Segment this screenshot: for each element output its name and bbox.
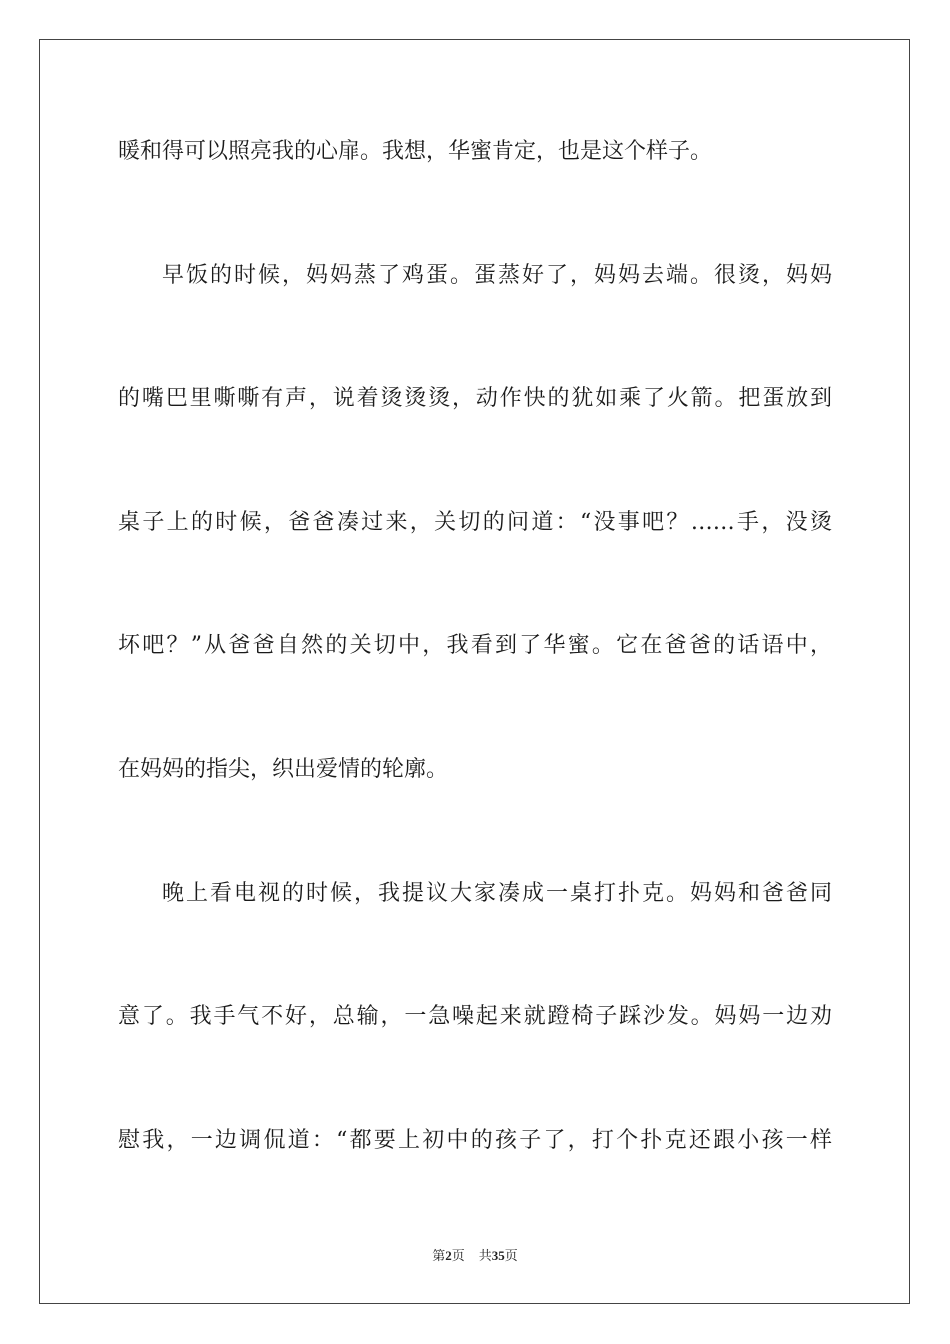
text-line-1: 暖和得可以照亮我的心扉。我想，华蜜肯定，也是这个样子。 (118, 139, 713, 164)
text-line-3: 的嘴巴里嘶嘶有声，说着烫烫烫，动作快的犹如乘了火箭。把蛋放到 (118, 386, 832, 411)
text-line-7: 晚上看电视的时候，我提议大家凑成一桌打扑克。妈妈和爸爸同 (162, 881, 832, 906)
footer-page-number: 2 (445, 1248, 452, 1263)
footer-page-suffix: 页 (451, 1249, 465, 1264)
footer-total-prefix: 共 (478, 1249, 492, 1264)
page-border (39, 39, 910, 1304)
text-line-5: 坏吧？”从爸爸自然的关切中，我看到了华蜜。它在爸爸的话语中， (118, 633, 832, 658)
text-line-6: 在妈妈的指尖，织出爱情的轮廓。 (118, 757, 449, 782)
footer-total-suffix: 页 (504, 1249, 518, 1264)
text-line-2: 早饭的时候，妈妈蒸了鸡蛋。蛋蒸好了，妈妈去端。很烫，妈妈 (162, 263, 832, 288)
footer-page-prefix: 第 (432, 1249, 446, 1264)
text-line-4: 桌子上的时候，爸爸凑过来，关切的问道：“没事吧？……手，没烫 (118, 510, 832, 535)
text-line-9: 慰我，一边调侃道：“都要上初中的孩子了，打个扑克还跟小孩一样 (118, 1128, 832, 1153)
footer-total-pages: 35 (491, 1248, 505, 1263)
text-line-8: 意了。我手气不好，总输，一急噪起来就蹬椅子踩沙发。妈妈一边劝 (118, 1004, 832, 1029)
page-footer (0, 1247, 950, 1266)
